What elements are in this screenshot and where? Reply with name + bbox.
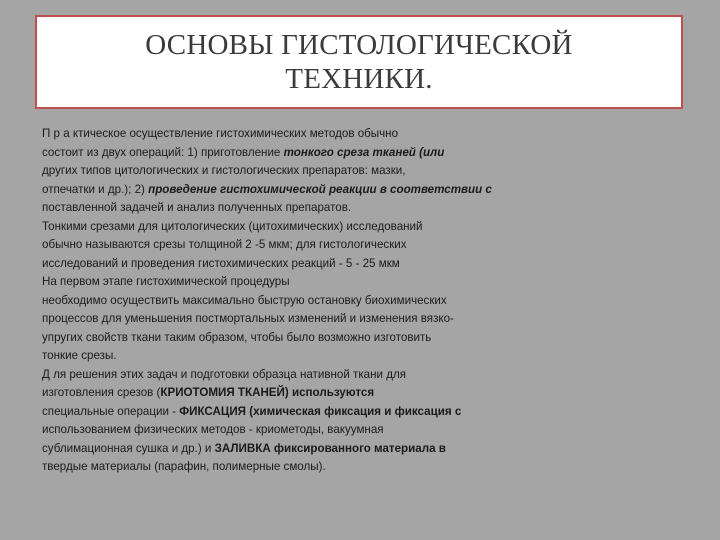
body-text-run: упругих свойств ткани таким образом, чтобы было возможно изготовить: [42, 330, 432, 344]
emphasized-text: ЗАЛИВКА фиксированного материала в: [214, 441, 446, 455]
body-line: [42, 421, 532, 440]
body-text-run: поставленной задачей и анализ полученных препаратов.: [42, 201, 352, 214]
body-line: [42, 292, 532, 311]
body-text-run: отпечатки и др.); 2): [42, 182, 149, 196]
body-text-run: Д ля решения этих задач и подготовки образца нативной ткани для: [42, 367, 407, 381]
body-line: [42, 181, 532, 200]
body-line: [42, 403, 532, 422]
emphasized-text: проведение гистохимической реакции в соответствии с: [148, 182, 492, 196]
slide-title-box: [35, 15, 683, 109]
body-line: [42, 458, 532, 477]
emphasized-text: тонкого среза тканей (или: [283, 145, 445, 159]
body-text-run: использованием физических методов - криометоды, вакуумная: [42, 423, 384, 436]
body-text-run: обычно называются срезы толщиной 2 -5 мкм; для гистологических: [42, 238, 407, 251]
slide-title-line-2: ТЕХНИКИ.: [285, 63, 433, 95]
body-text-run: П р а ктическое осуществление гистохимических методов обычно: [42, 127, 399, 140]
body-text-run: специальные операции -: [42, 404, 180, 418]
body-line: [42, 218, 532, 237]
body-text-run: твердые материалы (парафин, полимерные смолы).: [42, 460, 326, 473]
body-text-run: процессов для уменьшения постмортальных изменений и изменения вязко-: [42, 312, 454, 325]
emphasized-text: ФИКСАЦИЯ (химическая фиксация и фиксация с: [179, 404, 462, 418]
body-line: [42, 236, 532, 255]
body-line: [42, 125, 532, 144]
body-line: [42, 273, 532, 292]
body-line: [42, 440, 532, 459]
body-line: [42, 199, 532, 218]
body-text-run: На первом этапе гистохимической процедуры: [42, 275, 290, 288]
body-line: [42, 144, 532, 163]
body-text-run: необходимо осуществить максимально быструю остановку биохимических: [42, 293, 447, 307]
body-text-run: тонкие срезы.: [42, 349, 117, 362]
body-line: [42, 162, 532, 181]
body-line: [42, 384, 532, 403]
body-text-run: состоит из двух операций: 1) приготовление: [42, 145, 284, 159]
body-text-run: Тонкими срезами для цитологических (цитохимических) исследований: [42, 219, 423, 233]
body-text-run: исследований и проведения гистохимических реакций - 5 - 25 мкм: [42, 256, 400, 270]
body-line: [42, 347, 532, 366]
body-line: [42, 310, 532, 329]
body-text-run: других типов цитологических и гистологических препаратов: мазки,: [42, 164, 406, 177]
body-text-run: сублимационная сушка и др.) и: [42, 441, 215, 455]
slide-body-text: [42, 125, 532, 477]
body-line: [42, 329, 532, 348]
slide-title-line-1: ОСНОВЫ ГИСТОЛОГИЧЕСКОЙ: [145, 29, 573, 61]
body-text-run: изготовления срезов (: [42, 386, 161, 399]
body-line: [42, 255, 532, 274]
body-line: [42, 366, 532, 385]
emphasized-text: КРИОТОМИЯ ТКАНЕЙ) используются: [160, 386, 375, 399]
